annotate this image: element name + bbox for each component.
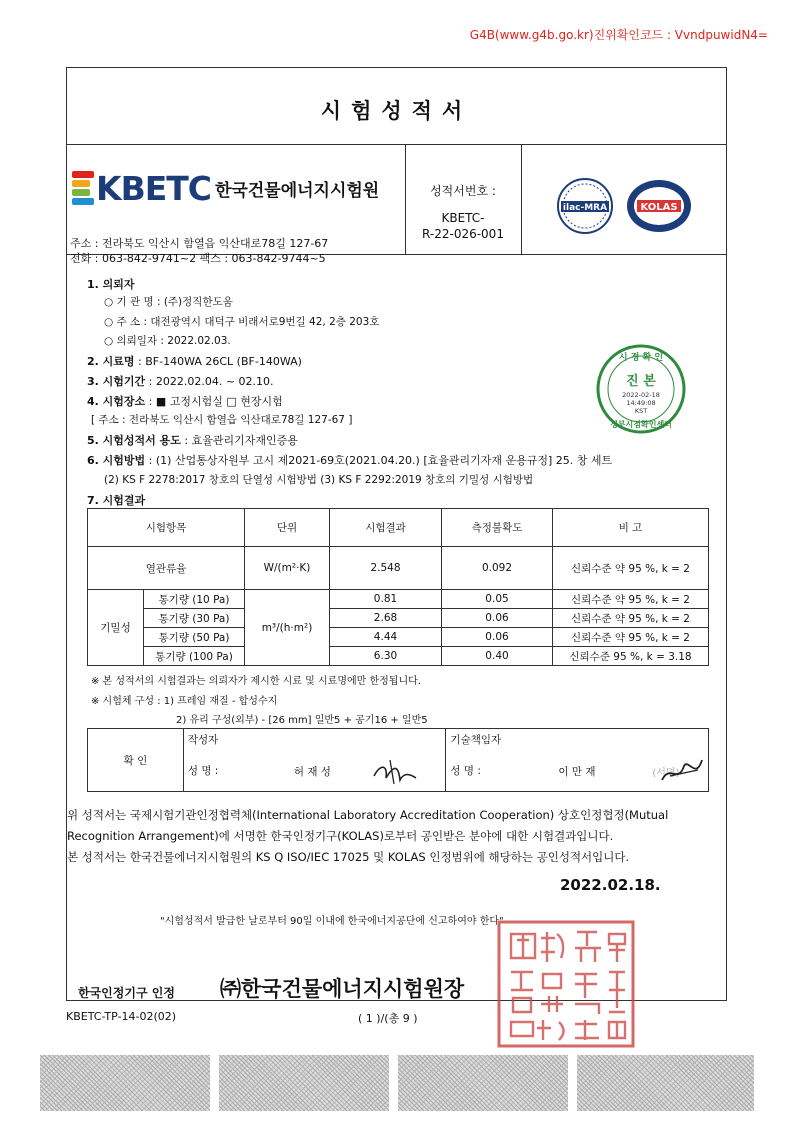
sign-hint: (서명) [652,767,680,779]
issuer-name: ㈜한국건물에너지시험원장 [220,977,465,1001]
issue-date: 2022.02.18. [560,876,661,894]
cert-number-label: 성적서번호 : [430,184,496,198]
seal-kst: KST [634,407,648,415]
seal-date: 2022-02-18 [622,391,660,399]
requester-agency: ○ 기 관 명 : (주)정직한도움 [104,296,233,308]
note-line: 2) 유리 구성(외부) - [26 mm] 일반5 + 공기16 + 일반5 [176,715,428,726]
accreditation-statement-1: 위 성적서는 국제시험기관인정협력체(International Laboratory Accreditation Cooperation) 상호인정협정(Mutual [67,808,669,822]
requester-address: ○ 주 소 : 대전광역시 대덕구 비래서로9번길 42, 2층 203호 [104,316,380,328]
security-pattern [219,1055,389,1111]
org-address: 주소 : 전라북도 익산시 함열읍 익산대로78길 127-67 [70,237,329,250]
seal-mid-text: 진 본 [626,374,656,389]
kolas-accreditation-label: 한국인정기구 인정 [78,986,175,1000]
table-header-row [88,509,709,547]
timestamp-seal [595,343,687,435]
section-heading: 7. 시험결과 [87,494,146,507]
author-name: 허 재 성 [293,765,331,778]
kolas-logo [627,180,691,232]
table-row: 통기량 (30 Pa) 2.68 0.06 신뢰수준 약 95 %, k = 2 [88,609,709,628]
report-purpose: 5. 시험성적서 용도 : 효율관리기자재인증용 [87,434,298,447]
results-table [87,508,709,666]
seal-bottom-text: 정부시점확인센터 [610,420,672,429]
test-period: 3. 시험기간 : 2022.02.04. ~ 02.10. [87,375,274,388]
section-heading: 1. 의뢰자 [87,278,135,291]
confirm-label: 확 인 [88,729,184,792]
test-location: 4. 시험장소 : ■ 고정시험실 □ 현장시험 [87,395,283,408]
reporting-notice: "시험성적서 발급한 날로부터 90일 이내에 한국에너지공단에 신고하여야 한다" [160,916,504,927]
accreditation-logos [555,176,695,236]
logo-bars-icon [72,171,96,205]
author-signature-icon [370,754,420,788]
confirmation-table [87,728,709,792]
document-title: 시험성적서 [320,99,473,123]
org-name: 한국건물에너지시험원 [215,180,380,201]
page-number: ( 1 )/(총 9 ) [358,1012,418,1025]
test-method: 6. 시험방법 : (1) 산업통상자원부 고시 제2021-69호(2021.04.20.) [효율관리기자재 운용규정] 25. 창 세트 [87,454,613,467]
ilac-mra-logo [558,179,612,233]
form-code: KBETC-TP-14-02(02) [66,1010,177,1023]
table-header: 단위 [245,509,330,547]
table-header: 시험결과 [330,509,442,547]
security-pattern [40,1055,210,1111]
manager-signature-icon [656,750,708,790]
table-header: 측정불확도 [442,509,553,547]
g4b-verification-code: G4B(www.g4b.go.kr)진위확인코드 : VvndpuwidN4= [469,28,768,42]
seal-top-text: 시 정 확 인 [618,353,664,363]
table-header: 비 고 [553,509,709,547]
official-stamp-icon [497,920,635,1048]
accreditation-statement-3: 본 성적서는 한국건물에너지시험원의 KS Q ISO/IEC 17025 및 KOLAS 인정범위에 해당하는 공인성적서입니다. [67,850,630,864]
test-method-line2: (2) KS F 2278:2017 창호의 단열성 시험방법 (3) KS F 2292:2019 창호의 기밀성 시험방법 [104,474,534,486]
test-location-address: [ 주소 : 전라북도 익산시 함열읍 익산대로78길 127-67 ] [91,414,353,426]
title-row [66,67,727,144]
table-row: 통기량 (100 Pa) 6.30 0.40 신뢰수준 95 %, k = 3.18 [88,647,709,666]
manager-cell: 성 명 : 이 만 재 (서명) [446,750,709,792]
note-line: ※ 시험체 구성 : 1) 프레임 재질 - 합성수지 [91,696,278,707]
svg-text:ilac-MRA: ilac-MRA [562,203,608,213]
table-row: 통기량 (50 Pa) 4.44 0.06 신뢰수준 약 95 %, k = 2 [88,628,709,647]
accreditation-statement-2: Recognition Arrangement)에 서명한 한국인정기구(KOLAS)로부터 공인받은 분야에 대한 시험결과입니다. [67,829,614,843]
manager-label: 기술책임자 [446,729,709,750]
request-date: ○ 의뢰일자 : 2022.02.03. [104,335,231,347]
kbetc-logo [72,168,379,208]
sample-name: 2. 시료명 : BF-140WA 26CL (BF-140WA) [87,355,302,368]
cert-number: KBETC- R-22-026-001 [422,211,504,241]
table-row: 열관류율 W/(m²·K) 2.548 0.092 신뢰수준 약 95 %, k = 2 [88,547,709,590]
table-header: 시험항목 [88,509,245,547]
svg-text:KOLAS: KOLAS [640,202,678,213]
security-pattern [577,1055,754,1111]
security-pattern [398,1055,568,1111]
manager-name: 이 만 재 [558,765,596,778]
author-cell: 성 명 : 허 재 성 [183,750,446,792]
note-line: ※ 본 성적서의 시험결과는 의뢰자가 제시한 시료 및 시료명에만 한정됩니다. [91,676,421,687]
org-phone: 전화 : 063-842-9741~2 팩스 : 063-842-9744~5 [70,252,326,265]
divider [521,144,522,254]
table-row: 기밀성 통기량 (10 Pa) m³/(h·m²) 0.81 0.05 신뢰수준 약 95 %, k = 2 [88,590,709,609]
divider [66,144,727,145]
logo-text: KBETC [96,168,211,208]
seal-time: 14:49:08 [626,399,656,407]
author-label: 작성자 [183,729,446,750]
